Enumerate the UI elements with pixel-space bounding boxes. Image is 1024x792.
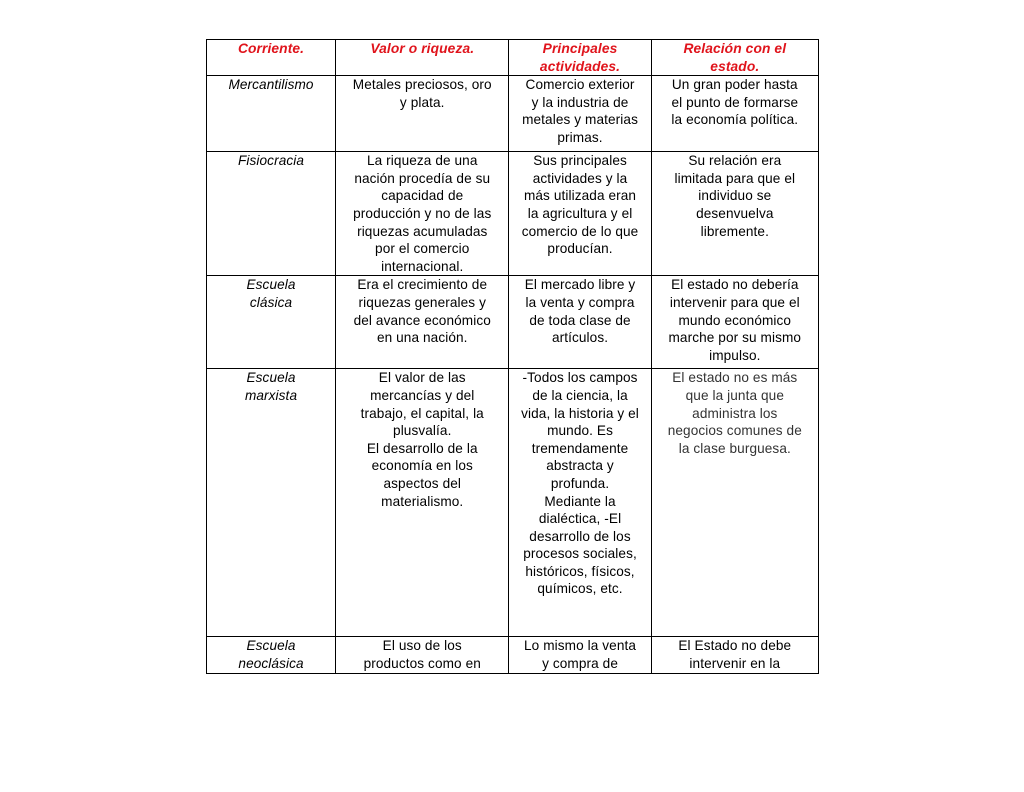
cell-text-line: negocios comunes de	[667, 423, 802, 439]
cell-text-line: clásica	[249, 294, 293, 310]
cell-text-line: Sus principales	[533, 153, 627, 169]
cell-text-line: mundo económico	[678, 312, 792, 328]
cell-text-line: Metales preciosos, oro	[352, 77, 492, 93]
cell-text-line: Un gran poder hasta	[671, 77, 798, 93]
cell-text-line: y plata.	[399, 94, 445, 110]
cell-text-line: y la industria de	[531, 94, 629, 110]
cell-actividades	[509, 152, 651, 276]
cell-corriente	[207, 76, 336, 152]
cell-text-line: desarrollo de los	[529, 528, 631, 544]
cell-text-line: productos como en	[363, 655, 481, 671]
cell-text-line: la economía política.	[671, 112, 799, 128]
cell-relacion	[651, 76, 818, 152]
cell-text-line: artículos.	[551, 330, 609, 346]
cell-text-line: mercancías y del	[370, 387, 475, 403]
cell-text-line: Mediante la	[544, 493, 616, 509]
cell-text-line: -Todos los campos	[522, 370, 638, 386]
cell-text-line: el punto de formarse	[671, 94, 799, 110]
cell-text-line: materialismo.	[381, 493, 464, 509]
cell-text-line: comercio de lo que	[521, 223, 639, 239]
cell-text-line: procesos sociales,	[523, 546, 637, 562]
cell-text-line: aspectos del	[383, 475, 462, 491]
cell-text-line: Comercio exterior	[525, 77, 635, 93]
cell-text-line: Fisiocracia	[237, 153, 305, 169]
table-header-row	[207, 40, 819, 76]
cell-text-line: de la ciencia, la	[532, 387, 628, 403]
cell-text-line: del avance económico	[353, 312, 491, 328]
cell-valor	[336, 276, 509, 369]
cell-text-line: El mercado libre y	[524, 277, 636, 293]
cell-text-line: mundo. Es	[547, 423, 613, 439]
cell-text-line: riquezas generales y	[358, 294, 486, 310]
header-valor	[336, 40, 509, 76]
cell-valor	[336, 369, 509, 637]
cell-valor	[336, 152, 509, 276]
cell-text-line: abstracta y	[546, 458, 614, 474]
cell-corriente	[207, 276, 336, 369]
table-row	[207, 369, 819, 637]
cell-text-line: internacional.	[381, 258, 464, 274]
cell-text-line: Principales	[542, 41, 618, 56]
cell-text-line: Valor o riqueza.	[370, 41, 475, 56]
header-corriente	[207, 40, 336, 76]
cell-text-line: riquezas acumuladas	[357, 223, 488, 239]
cell-text-line: metales y materias	[522, 112, 638, 128]
cell-text-line: Su relación era	[688, 153, 782, 169]
cell-text-line: marxista	[244, 387, 298, 403]
cell-valor	[336, 76, 509, 152]
cell-text-line: más utilizada eran	[523, 188, 637, 204]
cell-text-line: Escuela	[246, 370, 296, 386]
cell-text-line: actividades y la	[532, 170, 628, 186]
cell-text-line: capacidad de	[381, 188, 464, 204]
cell-text-line: El uso de los	[382, 638, 462, 654]
cell-actividades	[509, 637, 651, 673]
cell-text-line: El valor de las	[378, 370, 466, 386]
cell-text-line: químicos, etc.	[537, 581, 623, 597]
cell-relacion	[651, 637, 818, 673]
cell-text-line: vida, la historia y el	[521, 405, 639, 421]
cell-text-line: Relación con el	[683, 41, 787, 56]
cell-text-line: nación procedía de su	[354, 170, 491, 186]
cell-text-line: desenvuelva	[696, 205, 774, 221]
cell-text-line: Escuela	[246, 277, 296, 293]
cell-text-line: y compra de	[542, 655, 618, 671]
cell-text-line: individuo se	[698, 188, 772, 204]
header-relacion	[651, 40, 818, 76]
cell-text-line: economía en los	[371, 458, 473, 474]
cell-text-line: Era el crecimiento de	[357, 277, 488, 293]
cell-relacion	[651, 152, 818, 276]
cell-text-line: de toda clase de	[529, 312, 631, 328]
cell-text-line: El estado no debería	[671, 277, 799, 293]
cell-corriente	[207, 369, 336, 637]
header-actividades	[509, 40, 651, 76]
cell-text-line: La riqueza de una	[366, 153, 478, 169]
cell-text-line: limitada para que el	[674, 170, 796, 186]
cell-text-line: trabajo, el capital, la	[360, 405, 484, 421]
cell-relacion	[651, 276, 818, 369]
cell-text-line: profunda.	[550, 475, 610, 491]
table-row	[207, 152, 819, 276]
cell-text-line: en una nación.	[376, 330, 468, 346]
cell-text-line: históricos, físicos,	[525, 563, 635, 579]
cell-text-line: libremente.	[700, 223, 769, 239]
cell-text-line: El desarrollo de la	[366, 440, 478, 456]
cell-text-line: El Estado no debe	[678, 638, 792, 654]
cell-text-line: Mercantilismo	[228, 77, 314, 93]
cell-text-line: Escuela	[246, 638, 296, 654]
cell-text-line: Lo mismo la venta	[524, 638, 637, 654]
table-row	[207, 637, 819, 673]
cell-text-line: neoclásica	[238, 655, 304, 671]
cell-text-line: la agricultura y el	[527, 205, 633, 221]
cell-text-line: producción y no de las	[353, 205, 492, 221]
cell-text-line: Corriente.	[237, 41, 305, 56]
cell-text-line: El estado no es más	[672, 370, 798, 386]
table-row	[207, 276, 819, 369]
cell-text-line: intervenir para que el	[669, 294, 800, 310]
cell-actividades	[509, 276, 651, 369]
cell-corriente	[207, 152, 336, 276]
cell-actividades	[509, 76, 651, 152]
cell-text-line: primas.	[557, 129, 603, 145]
cell-text-line: marche por su mismo	[668, 330, 802, 346]
cell-text-line: por el comercio	[375, 241, 470, 257]
cell-text-line: plusvalía.	[393, 423, 452, 439]
table-row	[207, 76, 819, 152]
cell-corriente	[207, 637, 336, 673]
cell-text-line: impulso.	[709, 347, 761, 363]
cell-text-line: producían.	[547, 241, 613, 257]
cell-text-line: la clase burguesa.	[678, 440, 791, 456]
cell-valor	[336, 637, 509, 673]
economic-currents-table	[206, 39, 819, 674]
cell-text-line: tremendamente	[531, 440, 629, 456]
cell-text-line: la venta y compra	[525, 294, 635, 310]
cell-text-line: dialéctica, -El	[538, 511, 622, 527]
cell-actividades	[509, 369, 651, 637]
cell-relacion	[651, 369, 818, 637]
cell-text-line: administra los	[692, 405, 778, 421]
cell-text-line: estado.	[710, 58, 760, 74]
cell-text-line: que la junta que	[685, 387, 784, 403]
cell-text-line: actividades.	[539, 58, 621, 74]
cell-text-line: intervenir en la	[689, 655, 781, 671]
